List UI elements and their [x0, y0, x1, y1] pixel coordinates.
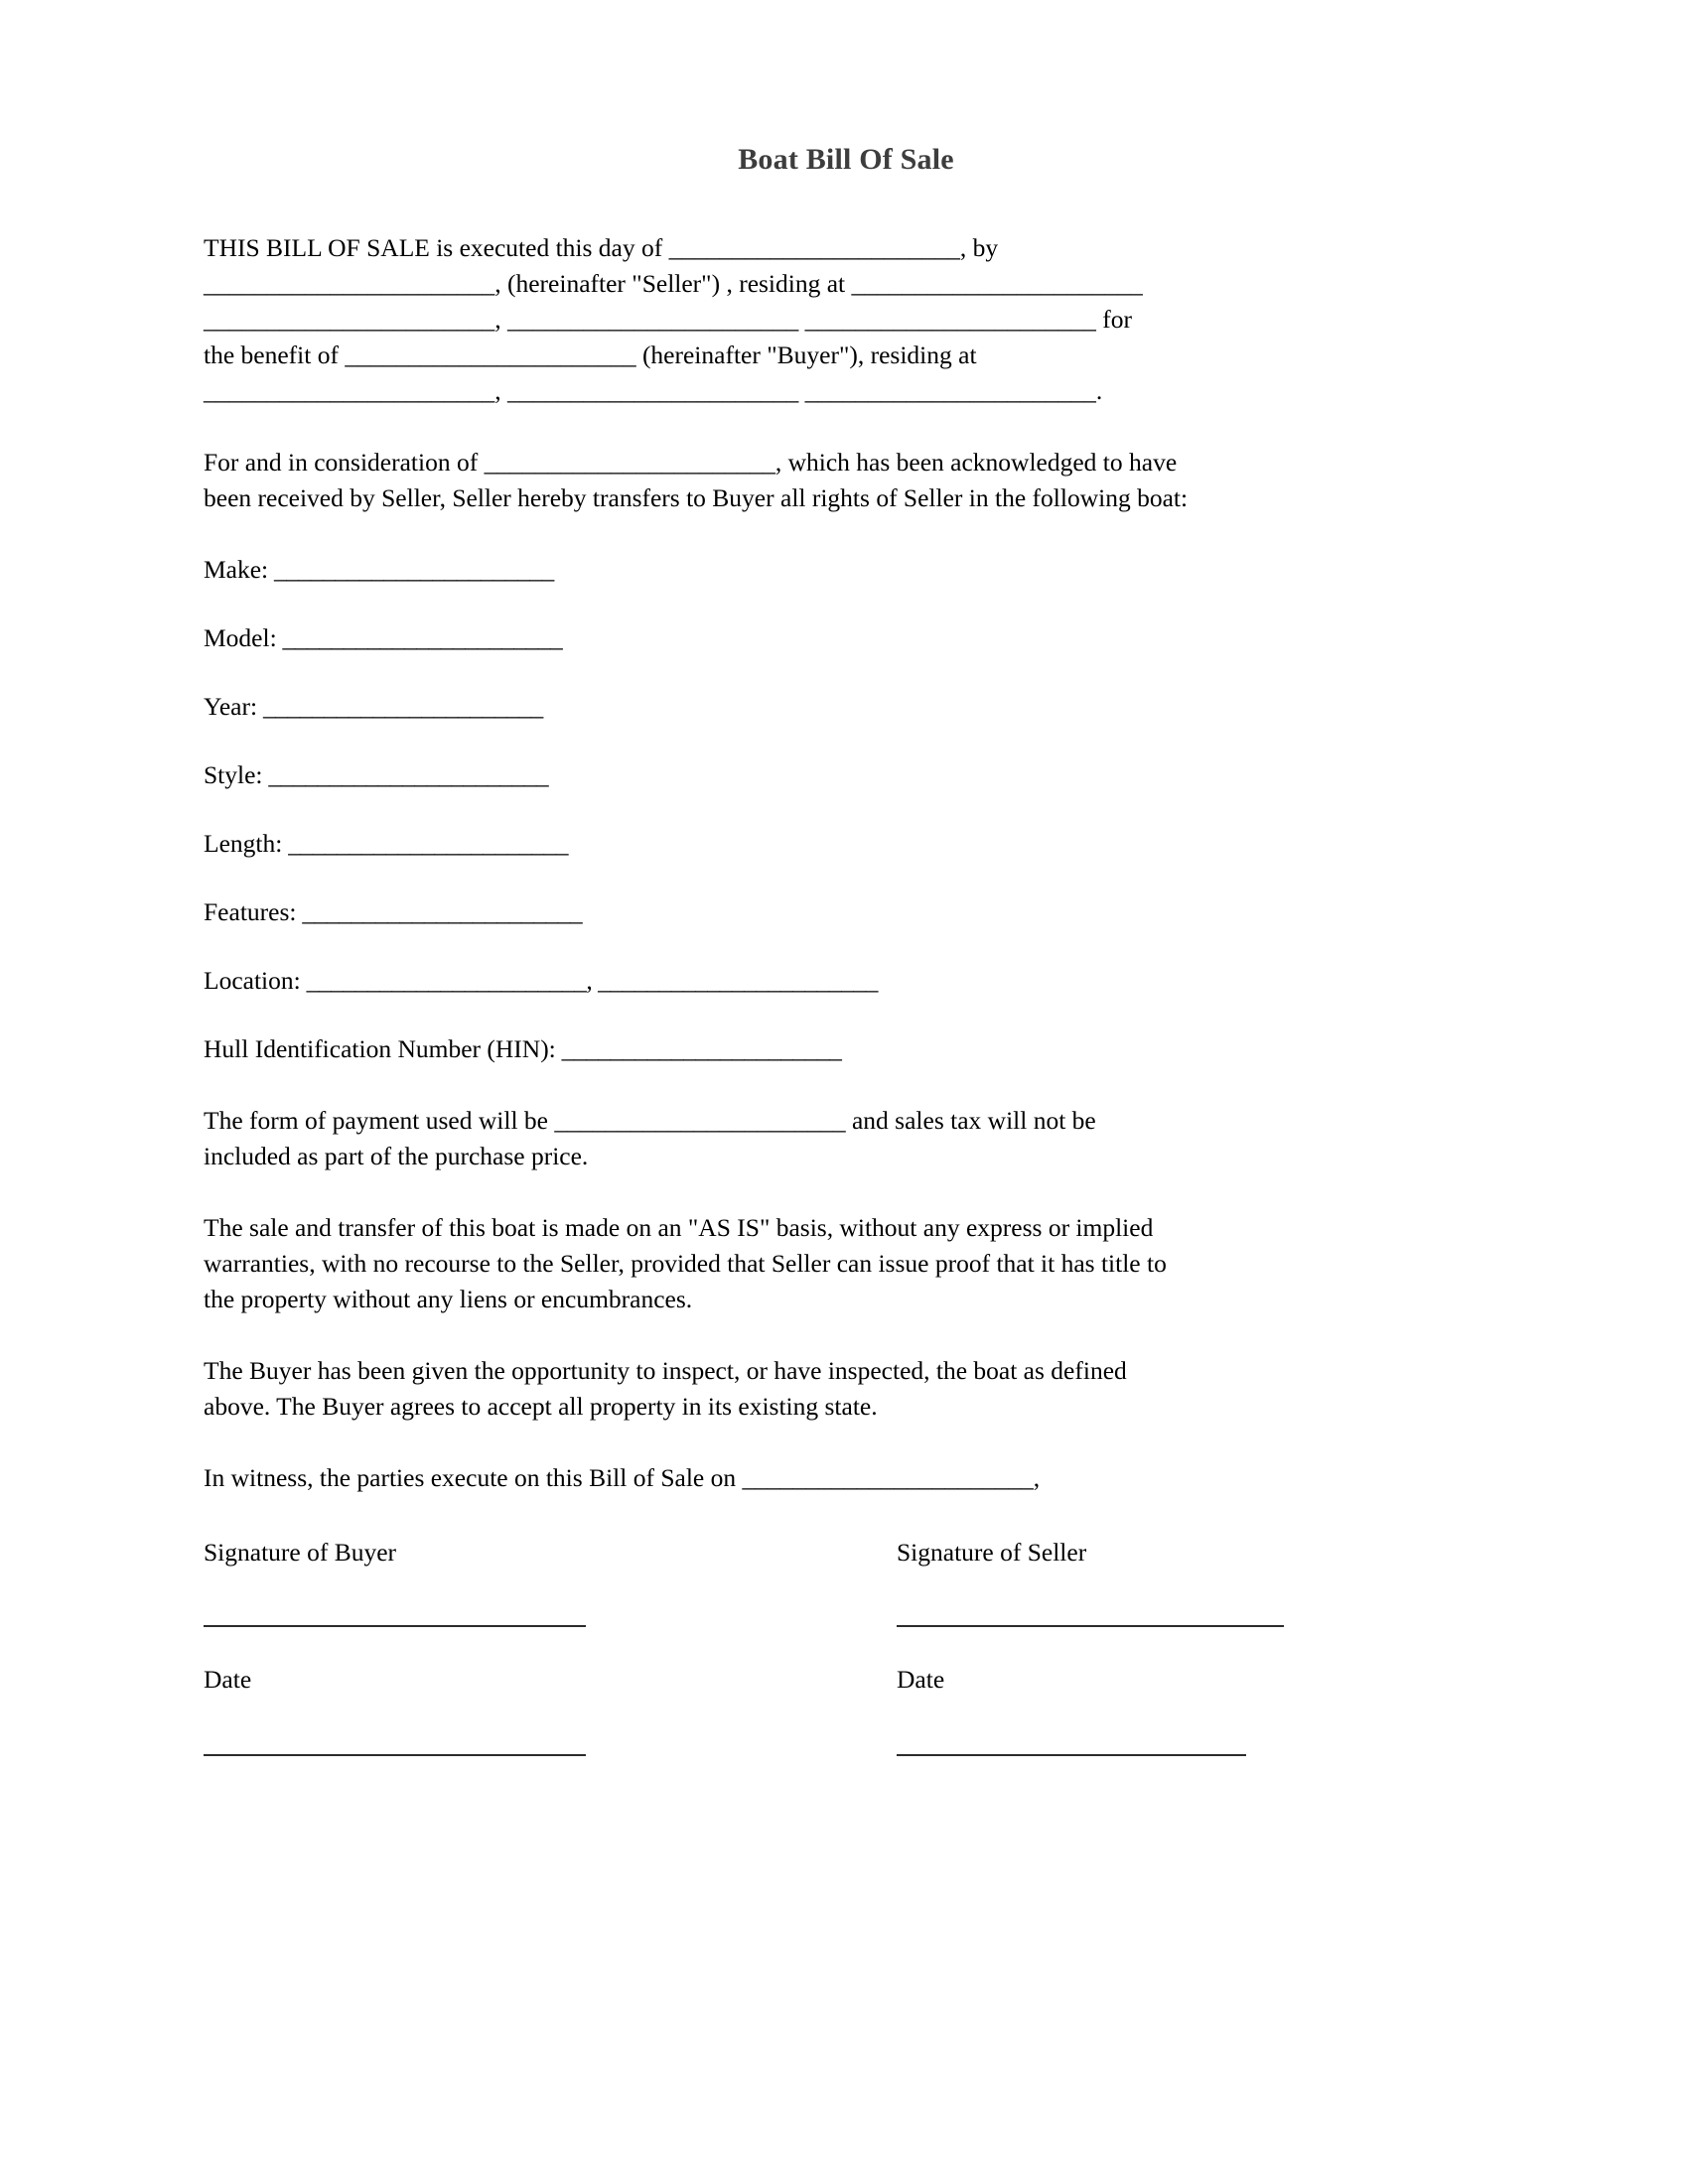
spacer	[204, 409, 1486, 445]
field-label-year: Year:	[204, 692, 258, 721]
intro-line-3: _______________________, _______________________ _______________________ for	[204, 305, 1132, 334]
payment-paragraph	[204, 1103, 1486, 1174]
field-label-model: Model:	[204, 623, 277, 652]
field-blank-location[interactable]: _______________________, _______________________	[300, 966, 878, 995]
consideration-line-1: For and in consideration of _______________________, which has been acknowledged to have	[204, 448, 1178, 477]
intro-line-2: _______________________, (hereinafter "Seller") , residing at _______________________	[204, 269, 1143, 298]
payment-line-1: The form of payment used will be _______________________ and sales tax will not be	[204, 1106, 1096, 1135]
inspection-line-1: The Buyer has been given the opportunity to inspect, or have inspected, the boat as defined	[204, 1356, 1127, 1385]
field-blank-features[interactable]: _______________________	[296, 897, 583, 926]
buyer-signature-line[interactable]	[204, 1625, 586, 1627]
witness-paragraph	[204, 1460, 1486, 1496]
seller-signature-line[interactable]	[897, 1625, 1284, 1627]
spacer	[204, 862, 1486, 894]
field-blank-length[interactable]: _______________________	[282, 829, 568, 858]
spacer	[204, 1425, 1486, 1460]
consideration-line-2: been received by Seller, Seller hereby transfers to Buyer all rights of Seller in the following boat:	[204, 483, 1189, 512]
seller-date-label: Date	[897, 1665, 945, 1694]
signature-column-buyer	[204, 1536, 845, 1756]
witness-line-1: In witness, the parties execute on this Bill of Sale on _______________________,	[204, 1463, 1041, 1492]
seller-date-line[interactable]	[897, 1754, 1246, 1756]
field-label-length: Length:	[204, 829, 283, 858]
signature-block	[204, 1536, 1486, 1756]
inspection-line-2: above. The Buyer agrees to accept all property in its existing state.	[204, 1392, 878, 1421]
field-blank-hin[interactable]: _______________________	[555, 1034, 842, 1063]
field-label-style: Style:	[204, 760, 263, 789]
signature-columns	[204, 1536, 1486, 1756]
field-label-features: Features:	[204, 897, 297, 926]
field-row-location	[204, 963, 1486, 999]
field-row-model	[204, 620, 1486, 656]
as-is-line-1: The sale and transfer of this boat is made on an "AS IS" basis, without any express or implied	[204, 1213, 1154, 1242]
document-sheet	[196, 0, 1496, 2184]
consideration-paragraph	[204, 445, 1486, 516]
field-blank-make[interactable]: _______________________	[268, 555, 554, 584]
field-blank-year[interactable]: _______________________	[257, 692, 543, 721]
field-row-year	[204, 689, 1486, 725]
field-row-style	[204, 757, 1486, 793]
spacer	[204, 1067, 1486, 1103]
boat-fields-list	[204, 552, 1486, 1067]
spacer	[204, 725, 1486, 757]
intro-line-1: THIS BILL OF SALE is executed this day of _______________________, by	[204, 233, 999, 262]
field-blank-style[interactable]: _______________________	[262, 760, 549, 789]
intro-paragraph	[204, 230, 1486, 409]
field-label-location: Location:	[204, 966, 301, 995]
buyer-signature-label: Signature of Buyer	[204, 1538, 397, 1567]
as-is-line-2: warranties, with no recourse to the Seller, provided that Seller can issue proof that it has title to	[204, 1249, 1167, 1278]
as-is-line-3: the property without any liens or encumbrances.	[204, 1285, 693, 1313]
field-row-make	[204, 552, 1486, 588]
spacer	[204, 930, 1486, 963]
spacer	[204, 516, 1486, 552]
spacer	[204, 999, 1486, 1031]
intro-line-5: _______________________, _______________________ _______________________.	[204, 376, 1103, 405]
field-label-hin: Hull Identification Number (HIN):	[204, 1034, 556, 1063]
inspection-paragraph	[204, 1353, 1486, 1425]
as-is-paragraph	[204, 1210, 1486, 1317]
spacer	[204, 1174, 1486, 1210]
spacer	[204, 793, 1486, 826]
field-row-hin	[204, 1031, 1486, 1067]
field-blank-model[interactable]: _______________________	[276, 623, 563, 652]
page-title: Boat Bill Of Sale	[738, 143, 954, 176]
spacer	[204, 1317, 1486, 1353]
payment-line-2: included as part of the purchase price.	[204, 1142, 589, 1170]
spacer	[204, 588, 1486, 620]
buyer-date-label: Date	[204, 1665, 252, 1694]
buyer-date-line[interactable]	[204, 1754, 586, 1756]
signature-column-seller	[845, 1536, 1486, 1756]
document-body	[196, 230, 1496, 1756]
intro-line-4: the benefit of _______________________ (hereinafter "Buyer"), residing at	[204, 341, 977, 369]
field-row-length	[204, 826, 1486, 862]
field-label-make: Make:	[204, 555, 269, 584]
seller-signature-label: Signature of Seller	[897, 1538, 1087, 1567]
field-row-features	[204, 894, 1486, 930]
spacer	[204, 656, 1486, 689]
